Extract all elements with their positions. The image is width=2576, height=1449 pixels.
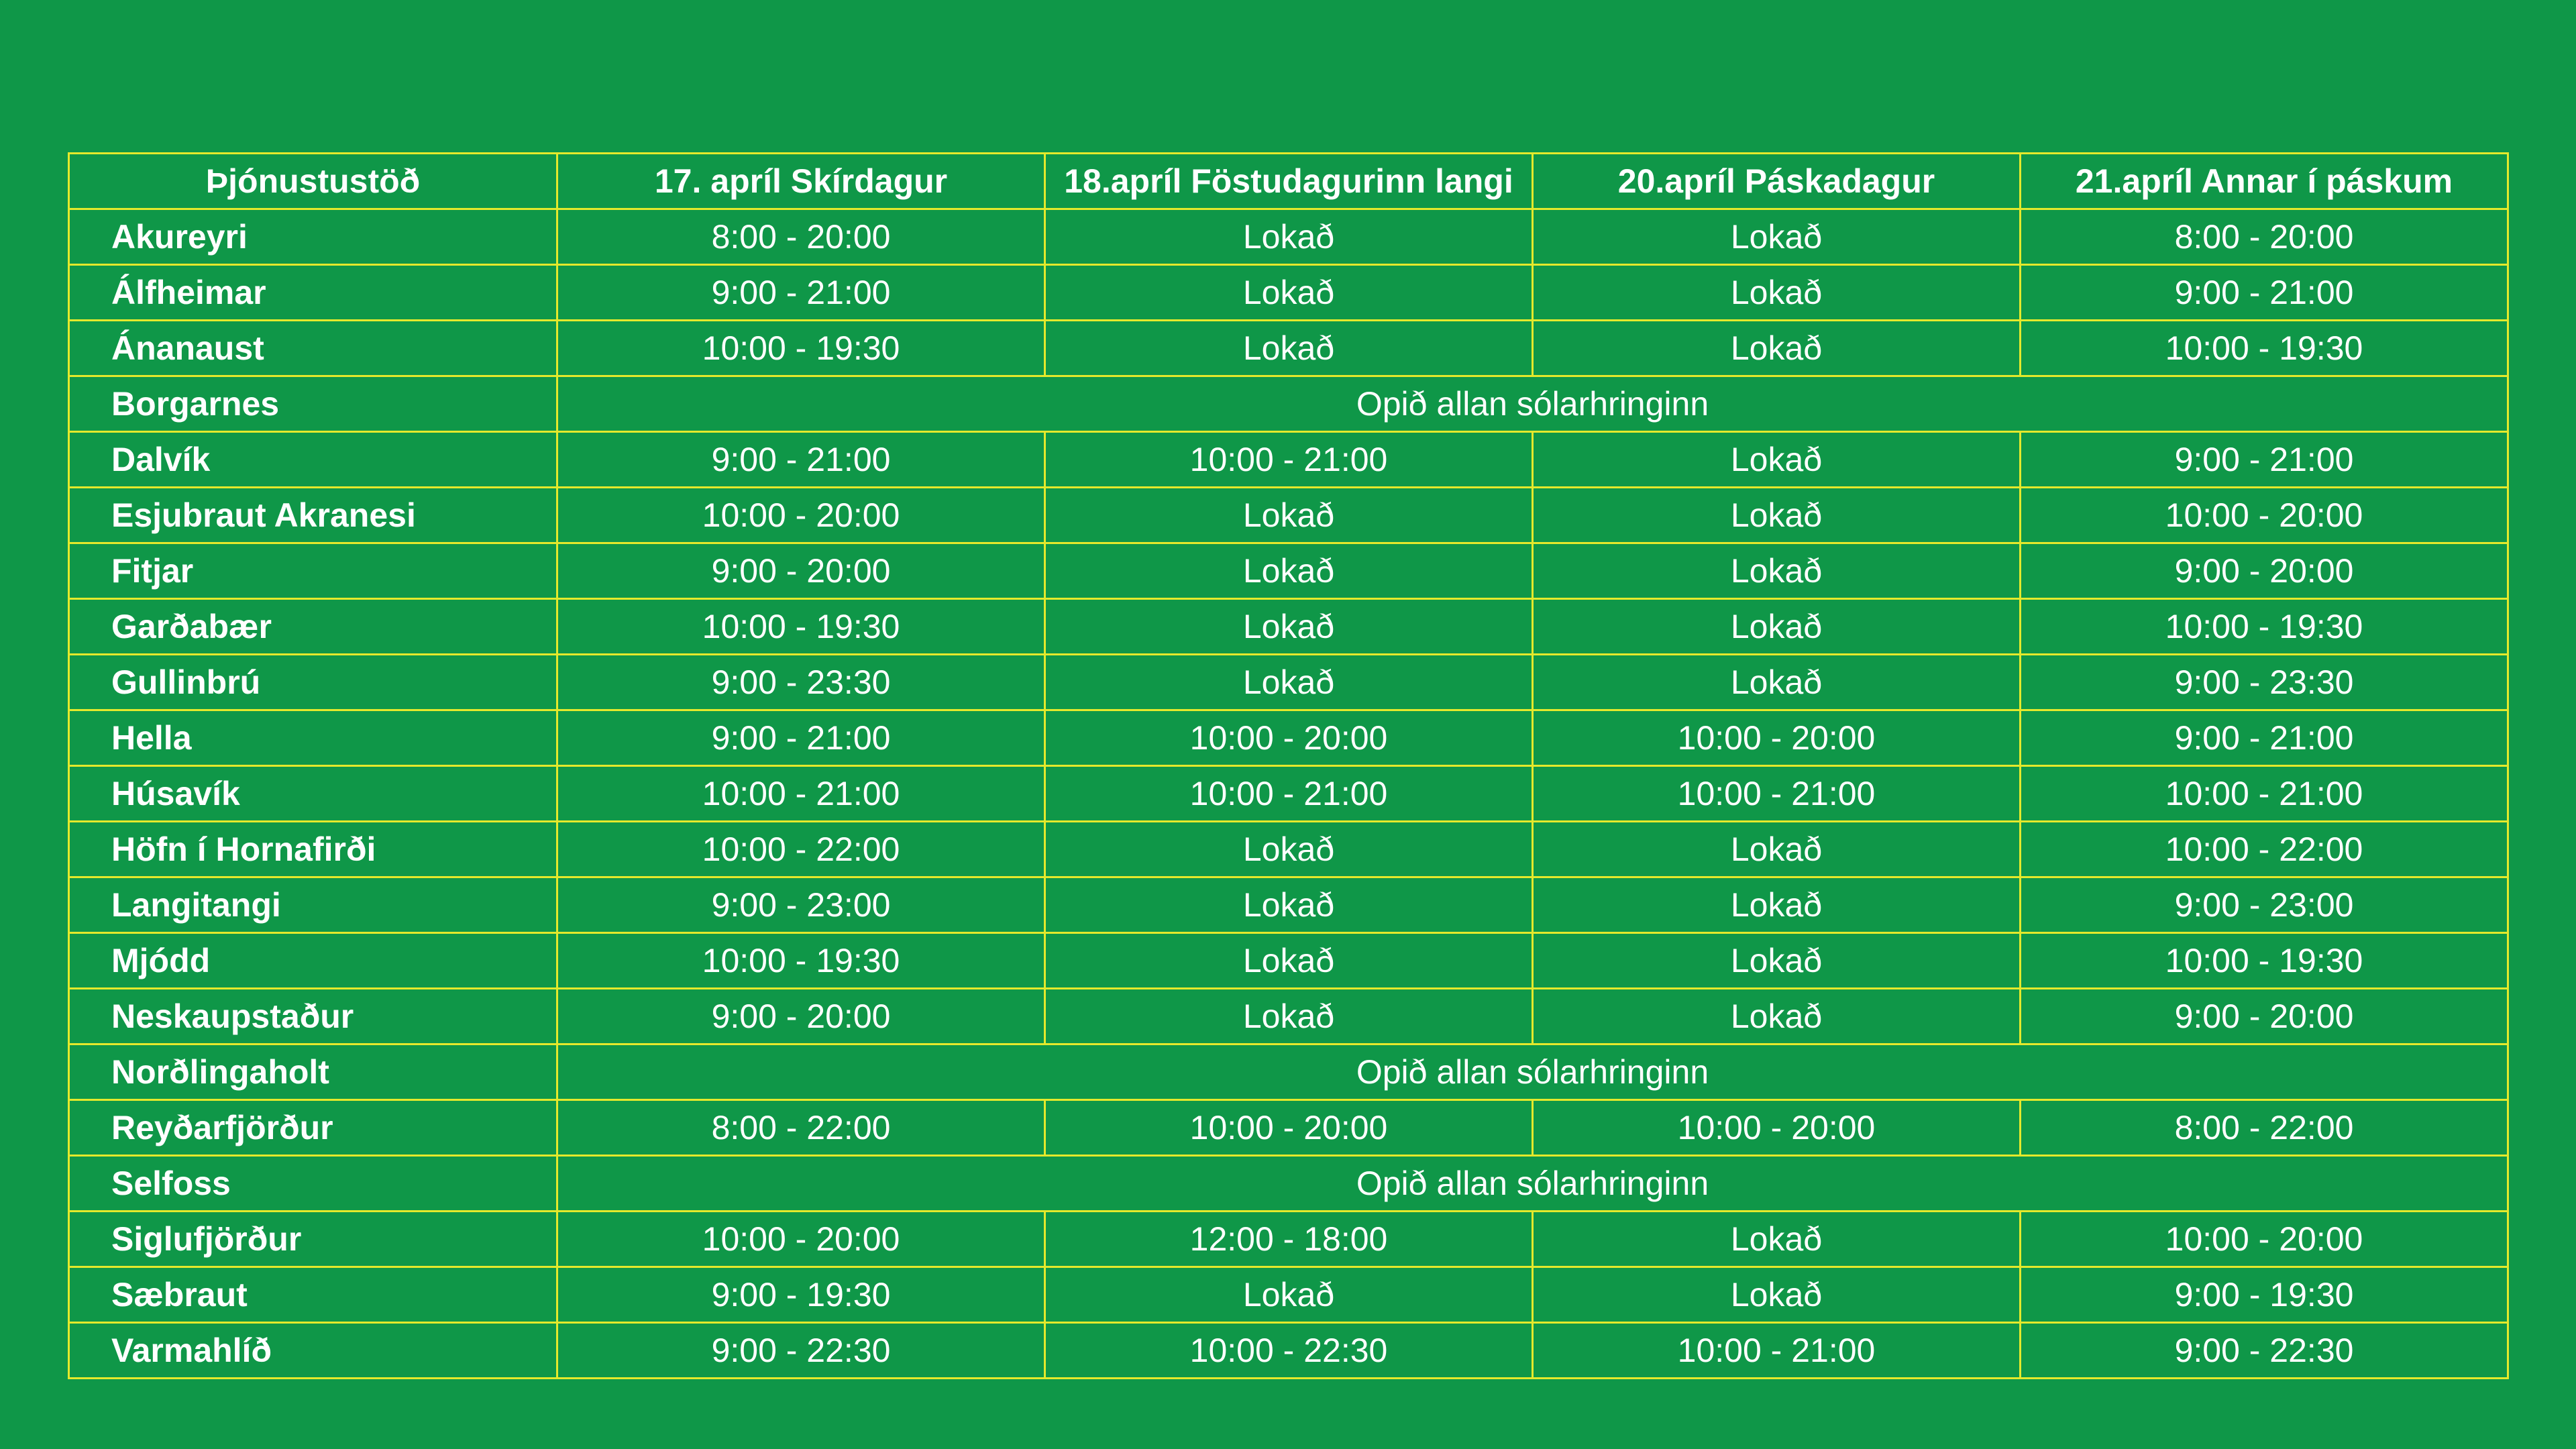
header-day-4: 21.apríl Annar í páskum: [2021, 154, 2508, 209]
hours-cell: 10:00 - 19:30: [2021, 933, 2508, 989]
table-body: [69, 209, 2508, 1379]
hours-cell: Lokað: [1045, 933, 1533, 989]
table-row: [69, 822, 2508, 877]
hours-cell: 10:00 - 21:00: [1045, 766, 1533, 822]
hours-cell: Lokað: [1533, 1212, 2021, 1267]
table-row: [69, 376, 2508, 432]
hours-cell: Lokað: [1533, 599, 2021, 655]
hours-cell: Lokað: [1045, 655, 1533, 710]
hours-cell: 10:00 - 19:30: [2021, 321, 2508, 376]
all-day-open-note: Opið allan sólarhringinn: [557, 376, 2508, 432]
header-day-3: 20.apríl Páskadagur: [1533, 154, 2021, 209]
hours-cell: 10:00 - 20:00: [557, 1212, 1045, 1267]
station-name: Norðlingaholt: [69, 1044, 557, 1100]
hours-cell: 9:00 - 21:00: [2021, 710, 2508, 766]
hours-cell: Lokað: [1045, 877, 1533, 933]
hours-cell: Lokað: [1045, 599, 1533, 655]
hours-cell: 8:00 - 20:00: [2021, 209, 2508, 265]
hours-cell: 9:00 - 20:00: [2021, 989, 2508, 1044]
station-name: Varmahlíð: [69, 1323, 557, 1379]
station-name: Borgarnes: [69, 376, 557, 432]
table-row: [69, 209, 2508, 265]
station-name: Fitjar: [69, 543, 557, 599]
all-day-open-note: Opið allan sólarhringinn: [557, 1044, 2508, 1100]
hours-cell: Lokað: [1533, 989, 2021, 1044]
hours-cell: 9:00 - 23:30: [557, 655, 1045, 710]
hours-cell: 10:00 - 21:00: [1045, 432, 1533, 488]
hours-cell: Lokað: [1533, 877, 2021, 933]
hours-cell: 10:00 - 21:00: [557, 766, 1045, 822]
hours-cell: 10:00 - 20:00: [2021, 1212, 2508, 1267]
table-row: [69, 710, 2508, 766]
hours-cell: 9:00 - 23:00: [557, 877, 1045, 933]
station-name: Garðabær: [69, 599, 557, 655]
hours-cell: Lokað: [1045, 209, 1533, 265]
header-day-1: 17. apríl Skírdagur: [557, 154, 1045, 209]
station-name: Hella: [69, 710, 557, 766]
hours-cell: Lokað: [1533, 265, 2021, 321]
hours-cell: 10:00 - 20:00: [1045, 710, 1533, 766]
table-row: [69, 1156, 2508, 1212]
hours-cell: Lokað: [1533, 822, 2021, 877]
hours-cell: 9:00 - 20:00: [2021, 543, 2508, 599]
hours-cell: Lokað: [1045, 543, 1533, 599]
table-row: [69, 488, 2508, 543]
hours-cell: 9:00 - 21:00: [2021, 265, 2508, 321]
station-name: Akureyri: [69, 209, 557, 265]
hours-cell: Lokað: [1045, 822, 1533, 877]
table-row: [69, 1267, 2508, 1323]
hours-cell: 9:00 - 21:00: [557, 710, 1045, 766]
hours-cell: 8:00 - 20:00: [557, 209, 1045, 265]
hours-cell: 10:00 - 20:00: [2021, 488, 2508, 543]
hours-cell: 9:00 - 22:30: [557, 1323, 1045, 1379]
hours-cell: 10:00 - 19:30: [557, 321, 1045, 376]
hours-cell: Lokað: [1533, 933, 2021, 989]
opening-hours-table: [68, 152, 2509, 1379]
header-day-2: 18.apríl Föstudagurinn langi: [1045, 154, 1533, 209]
hours-cell: 10:00 - 21:00: [2021, 766, 2508, 822]
table-row: [69, 432, 2508, 488]
hours-cell: 9:00 - 22:30: [2021, 1323, 2508, 1379]
station-name: Höfn í Hornafirði: [69, 822, 557, 877]
hours-cell: Lokað: [1533, 1267, 2021, 1323]
hours-cell: Lokað: [1533, 655, 2021, 710]
station-name: Gullinbrú: [69, 655, 557, 710]
hours-cell: Lokað: [1533, 488, 2021, 543]
station-name: Ánanaust: [69, 321, 557, 376]
table-row: [69, 766, 2508, 822]
hours-cell: 9:00 - 21:00: [557, 432, 1045, 488]
station-name: Reyðarfjörður: [69, 1100, 557, 1156]
table-row: [69, 989, 2508, 1044]
hours-cell: 8:00 - 22:00: [557, 1100, 1045, 1156]
hours-cell: Lokað: [1533, 432, 2021, 488]
station-name: Langitangi: [69, 877, 557, 933]
hours-cell: 12:00 - 18:00: [1045, 1212, 1533, 1267]
hours-cell: 9:00 - 19:30: [557, 1267, 1045, 1323]
hours-cell: 10:00 - 20:00: [1533, 710, 2021, 766]
hours-cell: Lokað: [1533, 321, 2021, 376]
hours-cell: 9:00 - 21:00: [557, 265, 1045, 321]
hours-cell: 9:00 - 23:30: [2021, 655, 2508, 710]
hours-cell: Lokað: [1045, 1267, 1533, 1323]
all-day-open-note: Opið allan sólarhringinn: [557, 1156, 2508, 1212]
station-name: Esjubraut Akranesi: [69, 488, 557, 543]
hours-cell: 10:00 - 19:30: [557, 599, 1045, 655]
hours-cell: 10:00 - 20:00: [557, 488, 1045, 543]
hours-cell: 9:00 - 23:00: [2021, 877, 2508, 933]
station-name: Mjódd: [69, 933, 557, 989]
station-name: Dalvík: [69, 432, 557, 488]
table-row: [69, 321, 2508, 376]
hours-cell: 9:00 - 20:00: [557, 543, 1045, 599]
header-station: Þjónustustöð: [69, 154, 557, 209]
hours-cell: 10:00 - 22:00: [557, 822, 1045, 877]
hours-cell: 10:00 - 21:00: [1533, 1323, 2021, 1379]
hours-cell: Lokað: [1045, 989, 1533, 1044]
hours-cell: 10:00 - 21:00: [1533, 766, 2021, 822]
hours-cell: Lokað: [1045, 265, 1533, 321]
header-row: [69, 154, 2508, 209]
table-row: [69, 599, 2508, 655]
hours-cell: Lokað: [1533, 543, 2021, 599]
hours-cell: 10:00 - 20:00: [1533, 1100, 2021, 1156]
hours-cell: 8:00 - 22:00: [2021, 1100, 2508, 1156]
table-row: [69, 933, 2508, 989]
hours-cell: Lokað: [1045, 321, 1533, 376]
station-name: Sæbraut: [69, 1267, 557, 1323]
hours-cell: Lokað: [1045, 488, 1533, 543]
table-row: [69, 1044, 2508, 1100]
hours-cell: 10:00 - 22:30: [1045, 1323, 1533, 1379]
table-row: [69, 877, 2508, 933]
station-name: Álfheimar: [69, 265, 557, 321]
hours-cell: Lokað: [1533, 209, 2021, 265]
hours-cell: 9:00 - 20:00: [557, 989, 1045, 1044]
hours-cell: 9:00 - 19:30: [2021, 1267, 2508, 1323]
hours-cell: 10:00 - 22:00: [2021, 822, 2508, 877]
hours-cell: 10:00 - 19:30: [557, 933, 1045, 989]
table-row: [69, 265, 2508, 321]
table-row: [69, 543, 2508, 599]
table-row: [69, 1212, 2508, 1267]
table-row: [69, 1100, 2508, 1156]
hours-cell: 10:00 - 19:30: [2021, 599, 2508, 655]
station-name: Húsavík: [69, 766, 557, 822]
table-row: [69, 1323, 2508, 1379]
hours-cell: 10:00 - 20:00: [1045, 1100, 1533, 1156]
hours-cell: 9:00 - 21:00: [2021, 432, 2508, 488]
station-name: Siglufjörður: [69, 1212, 557, 1267]
station-name: Neskaupstaður: [69, 989, 557, 1044]
table-row: [69, 655, 2508, 710]
station-name: Selfoss: [69, 1156, 557, 1212]
